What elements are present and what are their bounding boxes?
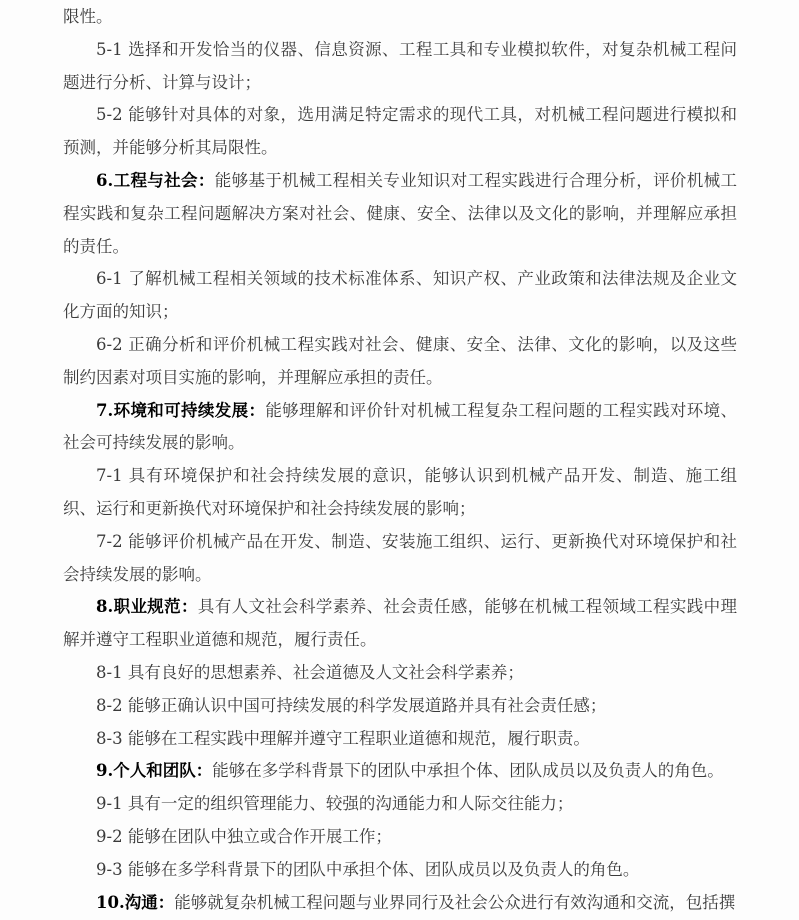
paragraph-text: 能够在多学科背景下的团队中承担个体、团队成员以及负责人的角色。 <box>212 761 724 781</box>
section-heading: 8.职业规范： <box>96 597 198 617</box>
paragraph <box>63 526 737 592</box>
section-paragraph <box>63 755 737 788</box>
paragraph-text: 6-2 正确分析和评价机械工程实践对社会、健康、安全、法律、文化的影响，以及这些制约因素对项目实施的影响，并理解应承担的责任。 <box>63 334 737 387</box>
paragraph <box>63 690 737 723</box>
paragraph <box>63 99 737 165</box>
paragraph-text: 能够就复杂机械工程问题与业界同行及社会公众进行有效沟通和交流，包括撰 <box>174 892 736 912</box>
paragraph-text: 9-2 能够在团队中独立或合作开展工作； <box>96 826 392 846</box>
paragraph <box>63 329 737 395</box>
paragraph <box>63 34 737 100</box>
paragraph <box>63 788 737 821</box>
paragraph <box>63 723 737 756</box>
section-heading: 9.个人和团队： <box>96 761 213 781</box>
paragraph-text: 能够基于机械工程相关专业知识对工程实践进行合理分析，评价机械工程实践和复杂工程问题解决方案对社会、健康、安全、法律以及文化的影响，并理解应承担的责任。 <box>63 170 738 256</box>
paragraph-text: 8-1 具有良好的思想素养、社会道德及人文社会科学素养； <box>96 662 524 682</box>
section-paragraph <box>63 887 737 920</box>
section-paragraph <box>63 165 737 263</box>
section-paragraph <box>63 591 737 657</box>
paragraph-text: 5-1 选择和开发恰当的仪器、信息资源、工程工具和专业模拟软件，对复杂机械工程问题进行分析、计算与设计； <box>63 39 737 92</box>
paragraph <box>63 657 737 690</box>
paragraph-text: 7-1 具有环境保护和社会持续发展的意识，能够认识到机械产品开发、制造、施工组织、运行和更新换代对环境保护和社会持续发展的影响； <box>63 466 737 518</box>
paragraph-text: 6-1 了解机械工程相关领域的技术标准体系、知识产权、产业政策和法律法规及企业文化方面的知识； <box>63 269 737 322</box>
paragraph-text: 能够理解和评价针对机械工程复杂工程问题的工程实践对环境、社会可持续发展的影响。 <box>63 400 737 453</box>
paragraph-text: 具有人文社会科学素养、社会责任感，能够在机械工程领域工程实践中理解并遵守工程职业道德和规范，履行责任。 <box>63 597 738 650</box>
paragraph-text: 8-3 能够在工程实践中理解并遵守工程职业道德和规范，履行职责。 <box>96 728 590 748</box>
paragraph <box>63 263 737 329</box>
section-paragraph <box>63 395 737 461</box>
document-body <box>63 1 737 919</box>
paragraph-text: 9-3 能够在多学科背景下的团队中承担个体、团队成员以及负责人的角色。 <box>96 859 640 879</box>
paragraph <box>63 460 737 526</box>
paragraph-text: 7-2 能够评价机械产品在开发、制造、安装施工组织、运行、更新换代对环境保护和社会持续发展的影响。 <box>63 531 737 584</box>
paragraph-text: 5-2 能够针对具体的对象，选用满足特定需求的现代工具，对机械工程问题进行模拟和预测，并能够分析其局限性。 <box>63 105 737 158</box>
paragraph <box>63 821 737 854</box>
paragraph-text: 限性。 <box>63 7 113 26</box>
paragraph <box>63 1 737 34</box>
paragraph-text: 9-1 具有一定的组织管理能力、较强的沟通能力和人际交往能力； <box>96 794 574 814</box>
paragraph-text: 8-2 能够正确认识中国可持续发展的科学发展道路并具有社会责任感； <box>96 695 607 715</box>
paragraph <box>63 854 737 887</box>
section-heading: 6.工程与社会： <box>96 170 215 190</box>
section-heading: 10.沟通： <box>96 892 175 912</box>
section-heading: 7.环境和可持续发展： <box>96 400 266 420</box>
